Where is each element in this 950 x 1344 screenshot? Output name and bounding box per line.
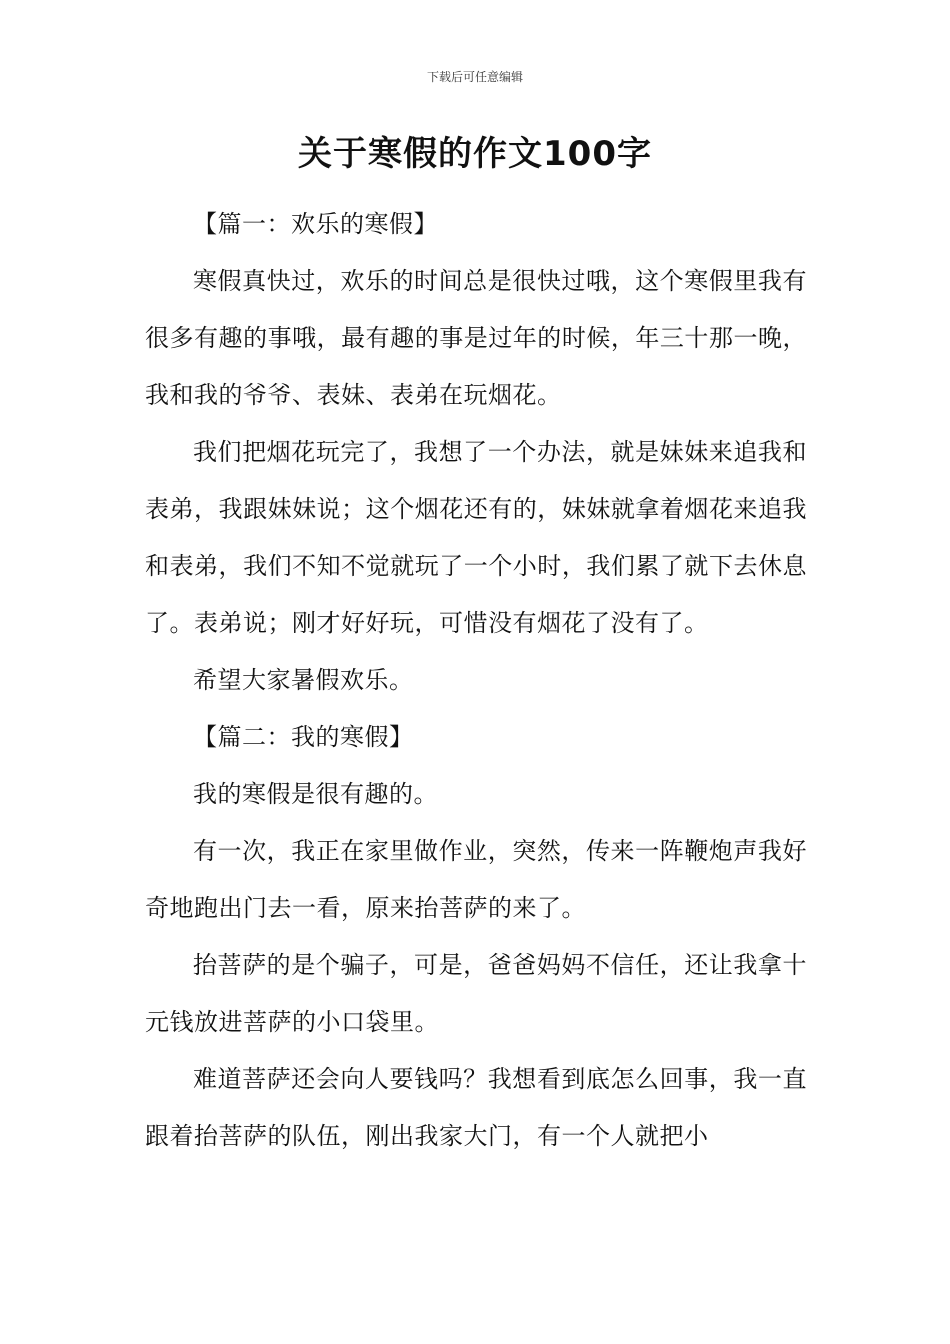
- section-heading-2: 【篇二：我的寒假】: [193, 723, 414, 751]
- document-title: 关于寒假的作文100字: [298, 134, 652, 174]
- section-heading-1: 【篇一：欢乐的寒假】: [193, 210, 438, 238]
- paragraph: 抬菩萨的是个骗子，可是，爸爸妈妈不信任，还让我拿十元钱放进菩萨的小口袋里。: [145, 951, 807, 1036]
- paragraph: 有一次，我正在家里做作业，突然，传来一阵鞭炮声我好奇地跑出门去一看，原来抬菩萨的来了。: [145, 837, 807, 922]
- paragraph: 寒假真快过，欢乐的时间总是很快过哦，这个寒假里我有很多有趣的事哦，最有趣的事是过年的时候，年三十那一晚，我和我的爷爷、表妹、表弟在玩烟花。: [145, 267, 807, 409]
- paragraph: 我们把烟花玩完了，我想了一个办法，就是妹妹来追我和表弟，我跟妹妹说；这个烟花还有的，妹妹就拿着烟花来追我和表弟，我们不知不觉就玩了一个小时，我们累了就下去休息了。表弟说；刚才好好玩，可惜没有烟花了没有了。: [145, 438, 807, 637]
- paragraph: 希望大家暑假欢乐。: [193, 666, 414, 694]
- paragraph: 我的寒假是很有趣的。: [193, 780, 438, 808]
- header-note: 下载后可任意编辑: [426, 70, 523, 84]
- paragraph: 难道菩萨还会向人要钱吗？我想看到底怎么回事，我一直跟着抬菩萨的队伍，刚出我家大门，有一个人就把小: [145, 1065, 807, 1150]
- document-body: [145, 196, 807, 1165]
